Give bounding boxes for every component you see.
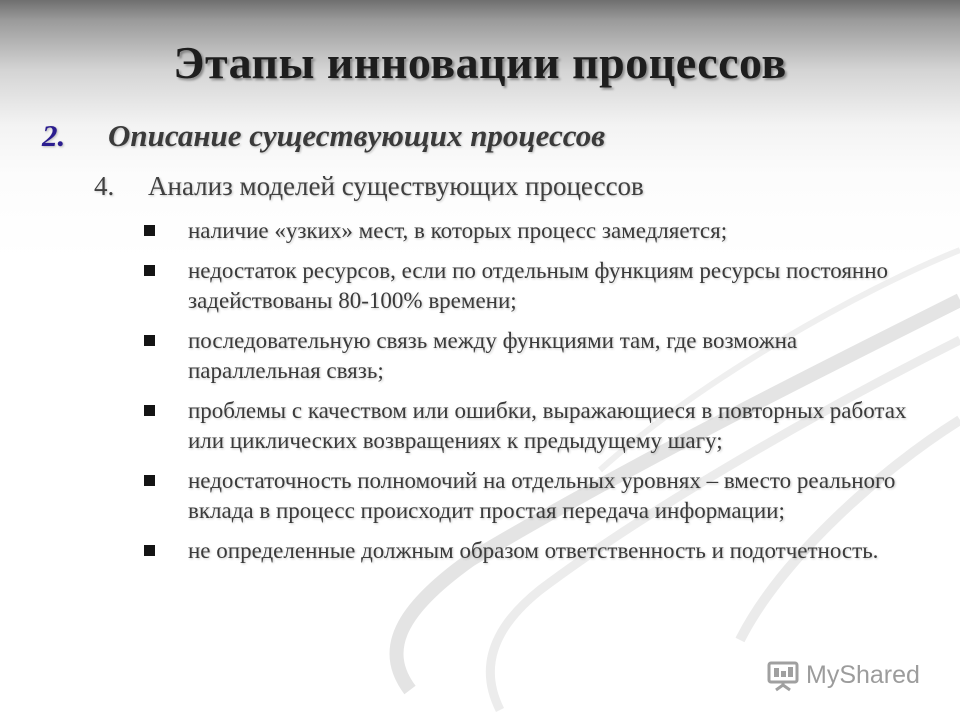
list-item — [142, 216, 922, 246]
bullet-text: наличие «узких» мест, в которых процесс замедляется; — [188, 218, 728, 243]
list-item — [142, 256, 922, 316]
watermark-text: MyShared — [806, 660, 920, 689]
bullet-square-icon — [144, 335, 155, 346]
section-heading-text: Описание существующих процессов — [108, 118, 606, 153]
subsection-heading — [94, 171, 644, 202]
list-item — [142, 326, 922, 386]
slide-title: Этапы инновации процессов — [173, 37, 787, 88]
section-heading — [42, 118, 605, 154]
bullet-text: не определенные должным образом ответственность и подотчетность. — [188, 538, 879, 563]
bullet-text: проблемы с качеством или ошибки, выражающиеся в повторных работах или циклических возвращениях к предыдущему шагу; — [188, 398, 907, 453]
bullet-text: недостаток ресурсов, если по отдельным функциям ресурсы постоянно задействованы 80-100% времени; — [188, 258, 889, 313]
presentation-board-icon — [766, 658, 800, 692]
myshared-logo[interactable] — [766, 655, 920, 695]
section-number: 2. — [42, 118, 66, 153]
bullet-square-icon — [144, 225, 155, 236]
bullet-square-icon — [144, 265, 155, 276]
subsection-heading-text: Анализ моделей существующих процессов — [148, 171, 644, 201]
subsection-number: 4. — [94, 171, 115, 201]
bullet-list — [142, 216, 922, 576]
bullet-square-icon — [144, 545, 155, 556]
bullet-text: недостаточность полномочий на отдельных уровнях – вместо реального вклада в процесс происходит простая передача информации; — [188, 468, 896, 523]
bullet-square-icon — [144, 405, 155, 416]
bullet-square-icon — [144, 475, 155, 486]
bullet-text: последовательную связь между функциями там, где возможна параллельная связь; — [188, 328, 798, 383]
list-item — [142, 466, 922, 526]
list-item — [142, 536, 922, 566]
list-item — [142, 396, 922, 456]
